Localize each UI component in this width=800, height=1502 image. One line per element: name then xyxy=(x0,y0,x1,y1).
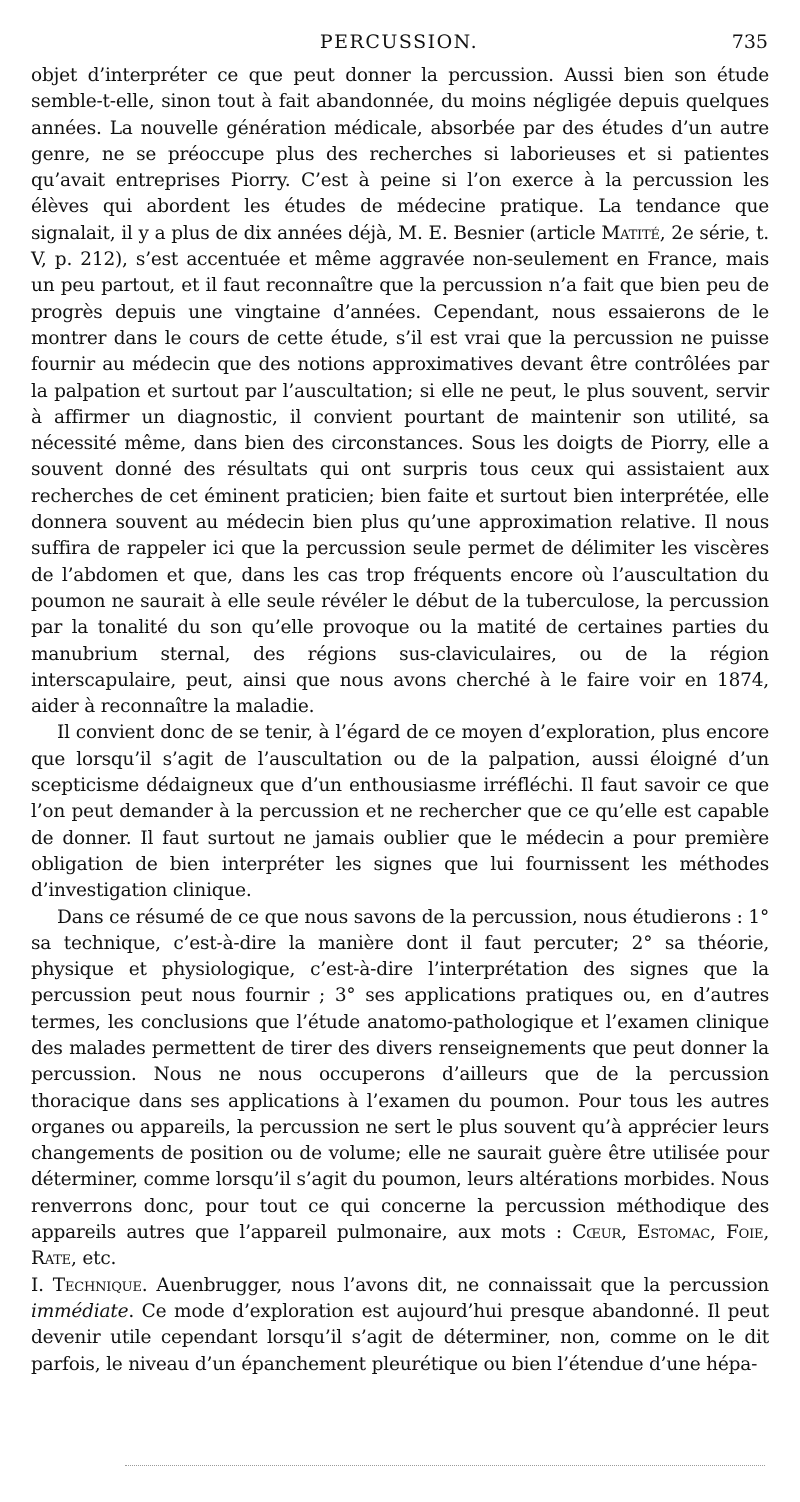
paragraph-2 xyxy=(31,720,769,904)
reference-separator: , xyxy=(710,1222,726,1244)
page-number: 735 xyxy=(731,31,768,53)
scan-footer-artifact xyxy=(125,1465,765,1466)
cross-reference-rate: Rate xyxy=(31,1248,71,1270)
section-heading-technique: I. Technique. xyxy=(31,1274,148,1296)
cross-reference-coeur: Cœur xyxy=(572,1222,622,1244)
paragraph-4 xyxy=(31,1273,769,1378)
paragraph-3-text: Dans ce résumé de ce que nous savons de la percussion, nous étudierons : 1° sa technique, c’est-à-dire la manière dont il faut percuter; 2° sa théorie, physique et physiologique, c’est-à-dire l’interprétation des signes que la percussion peut nous fournir ; 3° ses applications pratiques ou, en d’autres termes, les conclusions que l’étude anatomo-pathologique et l’examen clinique des malades permettent de tirer des divers renseignements que peut donner la percussion. Nous ne nous occuperons d’ailleurs que de la percussion thoracique dans ses applications à l’examen du poumon. Pour tous les autres organes ou appareils, la percussion ne sert le plus souvent qu’à apprécier leurs changements de position ou de volume; elle ne saurait guère être utilisée pour déterminer, comme lorsqu’il s’agit du poumon, leurs altérations morbides. Nous renverrons donc, pour tout ce qui concerne la percussion méthodique des appareils autres que l’appareil pulmonaire, aux mots : xyxy=(31,906,769,1244)
paragraph-1-text: objet d’interpréter ce que peut donner la percussion. Aussi bien son étude semble-t-elle, sinon tout à fait abandonnée, du moins négligée depuis quelques années. La nouvelle génération médicale, absorbée par des études d’un autre genre, ne se préoccupe plus des recherches si laborieuses et si patientes qu’avait entreprises Piorry. C’est à peine si l’on exerce à la percussion les élèves qui abordent les études de médecine pratique. La tendance que signalait, il y a plus de dix années déjà, M. E. Besnier (article xyxy=(31,65,769,244)
body-text xyxy=(31,63,769,1378)
running-title: PERCUSSION. xyxy=(319,31,479,53)
reference-separator: , xyxy=(763,1222,769,1244)
paragraph-4-text-continued: . Ce mode d’exploration est aujourd’hui presque abandonné. Il peut devenir utile cependant lorsqu’il s’agit de déterminer, non, comme on le dit parfois, le niveau d’un épanchement pleurétique ou bien l’étendue d’une hépa- xyxy=(31,1300,769,1375)
paragraph-4-text: Auenbrugger, nous l’avons dit, ne connaissait que la percussion xyxy=(147,1274,770,1296)
paragraph-3-text-end: , etc. xyxy=(70,1248,117,1270)
paragraph-2-text: Il convient donc de se tenir, à l’égard de ce moyen d’exploration, plus encore que lorsqu’il s’agit de l’auscultation ou de la palpation, aussi éloigné d’un scepticisme dédaigneux que d’un enthousiasme irréfléchi. Il faut savoir ce que l’on peut demander à la percussion et ne rechercher que ce qu’elle est capable de donner. Il faut surtout ne jamais oublier que le médecin a pour première obligation de bien interpréter les signes que lui fournissent les méthodes d’investigation clinique. xyxy=(31,722,769,902)
paragraph-1 xyxy=(31,63,769,720)
running-header xyxy=(30,28,768,56)
paragraph-1-text-continued: , 2e série, t. V, p. 212), s’est accentuée et même aggravée non-seulement en France, mais un peu partout, et il faut reconnaître que la percussion n’a fait que bien peu de progrès depuis une vingtaine d’années. Cependant, nous essaierons de le montrer dans le cours de cette étude, s’il est vrai que la percussion ne puisse fournir au médecin que des notions approximatives devant être contrôlées par la palpation et surtout par l’auscultation; si elle ne peut, le plus souvent, servir à affirmer un diagnostic, il convient pourtant de maintenir son utilité, sa nécessité même, dans bien des circonstances. Sous les doigts de Piorry, elle a souvent donné des résultats qui ont surpris tous ceux qui assistaient aux recherches de cet éminent praticien; bien faite et surtout bien interprétée, elle donnera souvent au médecin bien plus qu’une approximation relative. Il nous suffira de rappeler ici que la percussion seule permet de délimiter les viscères de l’abdomen et que, dans les cas trop fréquents encore où l’auscultation du poumon ne saurait à elle seule révéler le début de la tuberculose, la percussion par la tonalité du son qu’elle provoque ou la matité de certaines parties du manubrium sternal, des régions sus-claviculaires, ou de la région interscapulaire, peut, ainsi que nous avons cherché à le faire voir en 1874, aider à reconnaître la maladie. xyxy=(31,222,769,718)
cross-reference-foie: Foie xyxy=(725,1222,764,1244)
italic-term-immediate: immédiate xyxy=(31,1300,129,1322)
cross-reference-estomac: Estomac xyxy=(637,1222,711,1244)
reference-separator: , xyxy=(621,1222,638,1244)
cross-reference-matite: Matité xyxy=(601,222,660,244)
paragraph-3 xyxy=(31,905,769,1273)
